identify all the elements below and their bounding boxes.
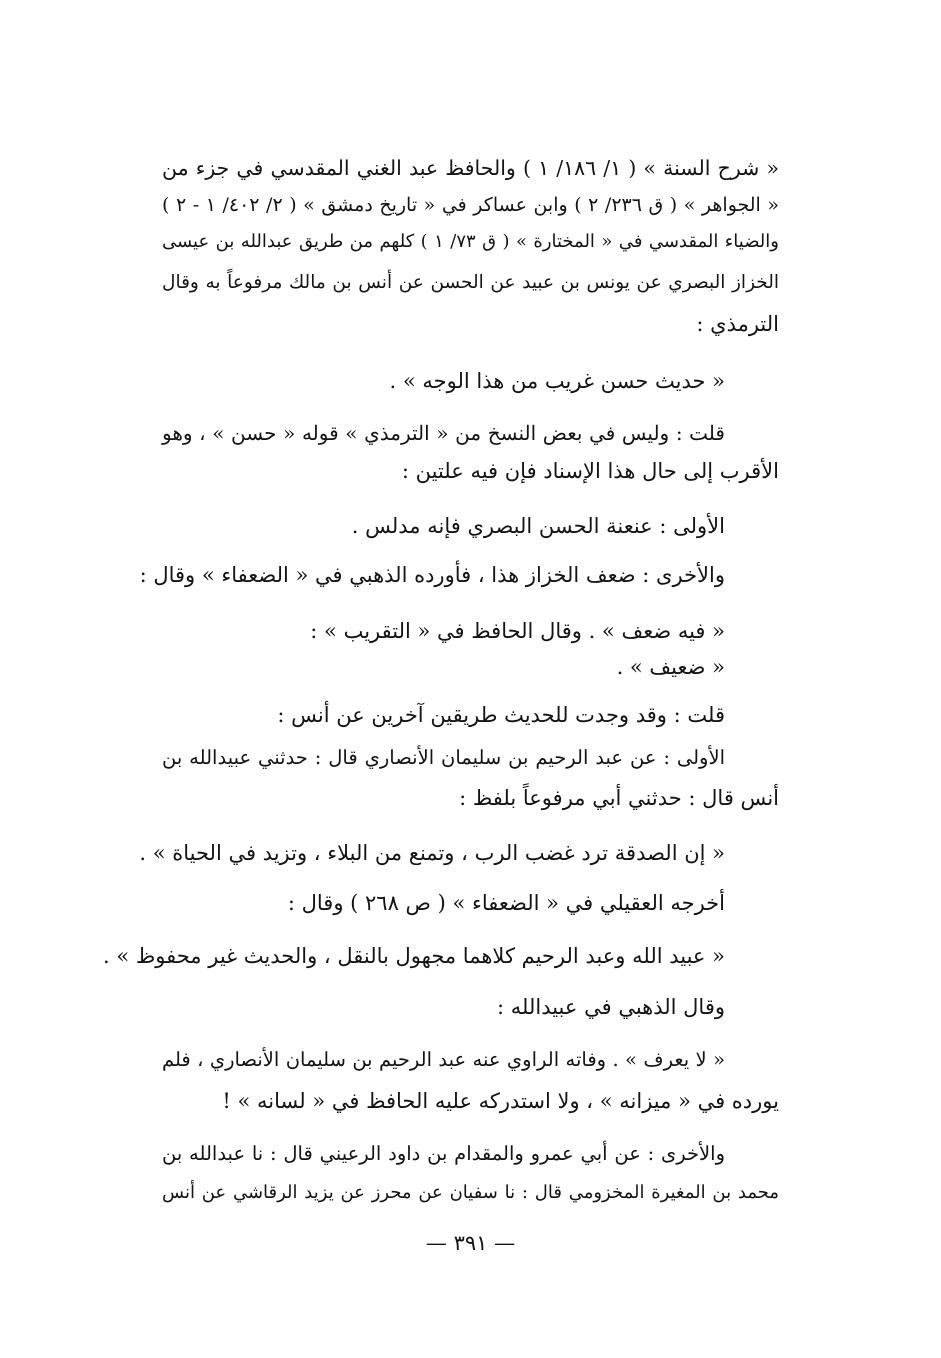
text-line: « حديث حسن غريب من هذا الوجه » . — [389, 369, 725, 393]
text-line: أخرجه العقيلي في « الضعفاء » ( ص ٢٦٨ ) وقال : — [287, 891, 725, 915]
text-line: « لا يعرف » . وفاته الراوي عنه عبد الرحيم بن سليمان الأنصاري ، فلم — [162, 1048, 725, 1071]
text-line: « الجواهر » ( ق ٢٣٦/ ٢ ) وابن عساكر في « تاريخ دمشق » ( ٢/ ٤٠٢/ ١ - ٢ ) — [162, 194, 780, 216]
text-line: والضياء المقدسي في « المختارة » ( ق ٧٣/ ١ ) كلهم من طريق عبدالله بن عيسى — [162, 231, 779, 252]
page-number: — ٣٩١ — — [425, 1231, 516, 1255]
text-line: والأخرى : ضعف الخزاز هذا ، فأورده الذهبي في « الضعفاء » وقال : — [139, 563, 725, 587]
text-line: « فيه ضعف » . وقال الحافظ في « التقريب » : — [310, 619, 725, 643]
text-line: الترمذي : — [696, 312, 779, 336]
text-line: « ضعيف » . — [616, 655, 725, 679]
text-line: الأولى : عن عبد الرحيم بن سليمان الأنصاري قال : حدثني عبيدالله بن — [162, 746, 725, 769]
text-line: « إن الصدقة ترد غضب الرب ، وتمنع من البلاء ، وتزيد في الحياة » . — [139, 841, 725, 865]
text-line: وقال الذهبي في عبيدالله : — [497, 995, 725, 1019]
text-line: أنس قال : حدثني أبي مرفوعاً بلفظ : — [459, 786, 779, 810]
text-line: قلت : وقد وجدت للحديث طريقين آخرين عن أنس : — [277, 703, 725, 727]
text-line: محمد بن المغيرة المخزومي قال : نا سفيان عن محرز عن يزيد الرقاشي عن أنس — [162, 1182, 779, 1203]
text-line: قلت : وليس في بعض النسخ من « الترمذي » قوله « حسن » ، وهو — [162, 421, 725, 445]
text-line: « شرح السنة » ( ١/ ١٨٦/ ١ ) والحافظ عبد الغني المقدسي في جزء من — [162, 156, 779, 180]
text-line: والأخرى : عن أبي عمرو والمقدام بن داود الرعيني قال : نا عبدالله بن — [162, 1142, 725, 1165]
text-line: الأولى : عنعنة الحسن البصري فإنه مدلس . — [351, 514, 725, 538]
text-line: « عبيد الله وعبد الرحيم كلاهما مجهول بالنقل ، والحديث غير محفوظ » . — [102, 944, 725, 968]
text-line: يورده في « ميزانه » ، ولا استدركه عليه الحافظ في « لسانه » ! — [222, 1089, 779, 1113]
text-line: الأقرب إلى حال هذا الإسناد فإن فيه علتين : — [401, 459, 779, 483]
text-line: الخزاز البصري عن يونس بن عبيد عن الحسن عن أنس بن مالك مرفوعاً به وقال — [162, 272, 779, 293]
